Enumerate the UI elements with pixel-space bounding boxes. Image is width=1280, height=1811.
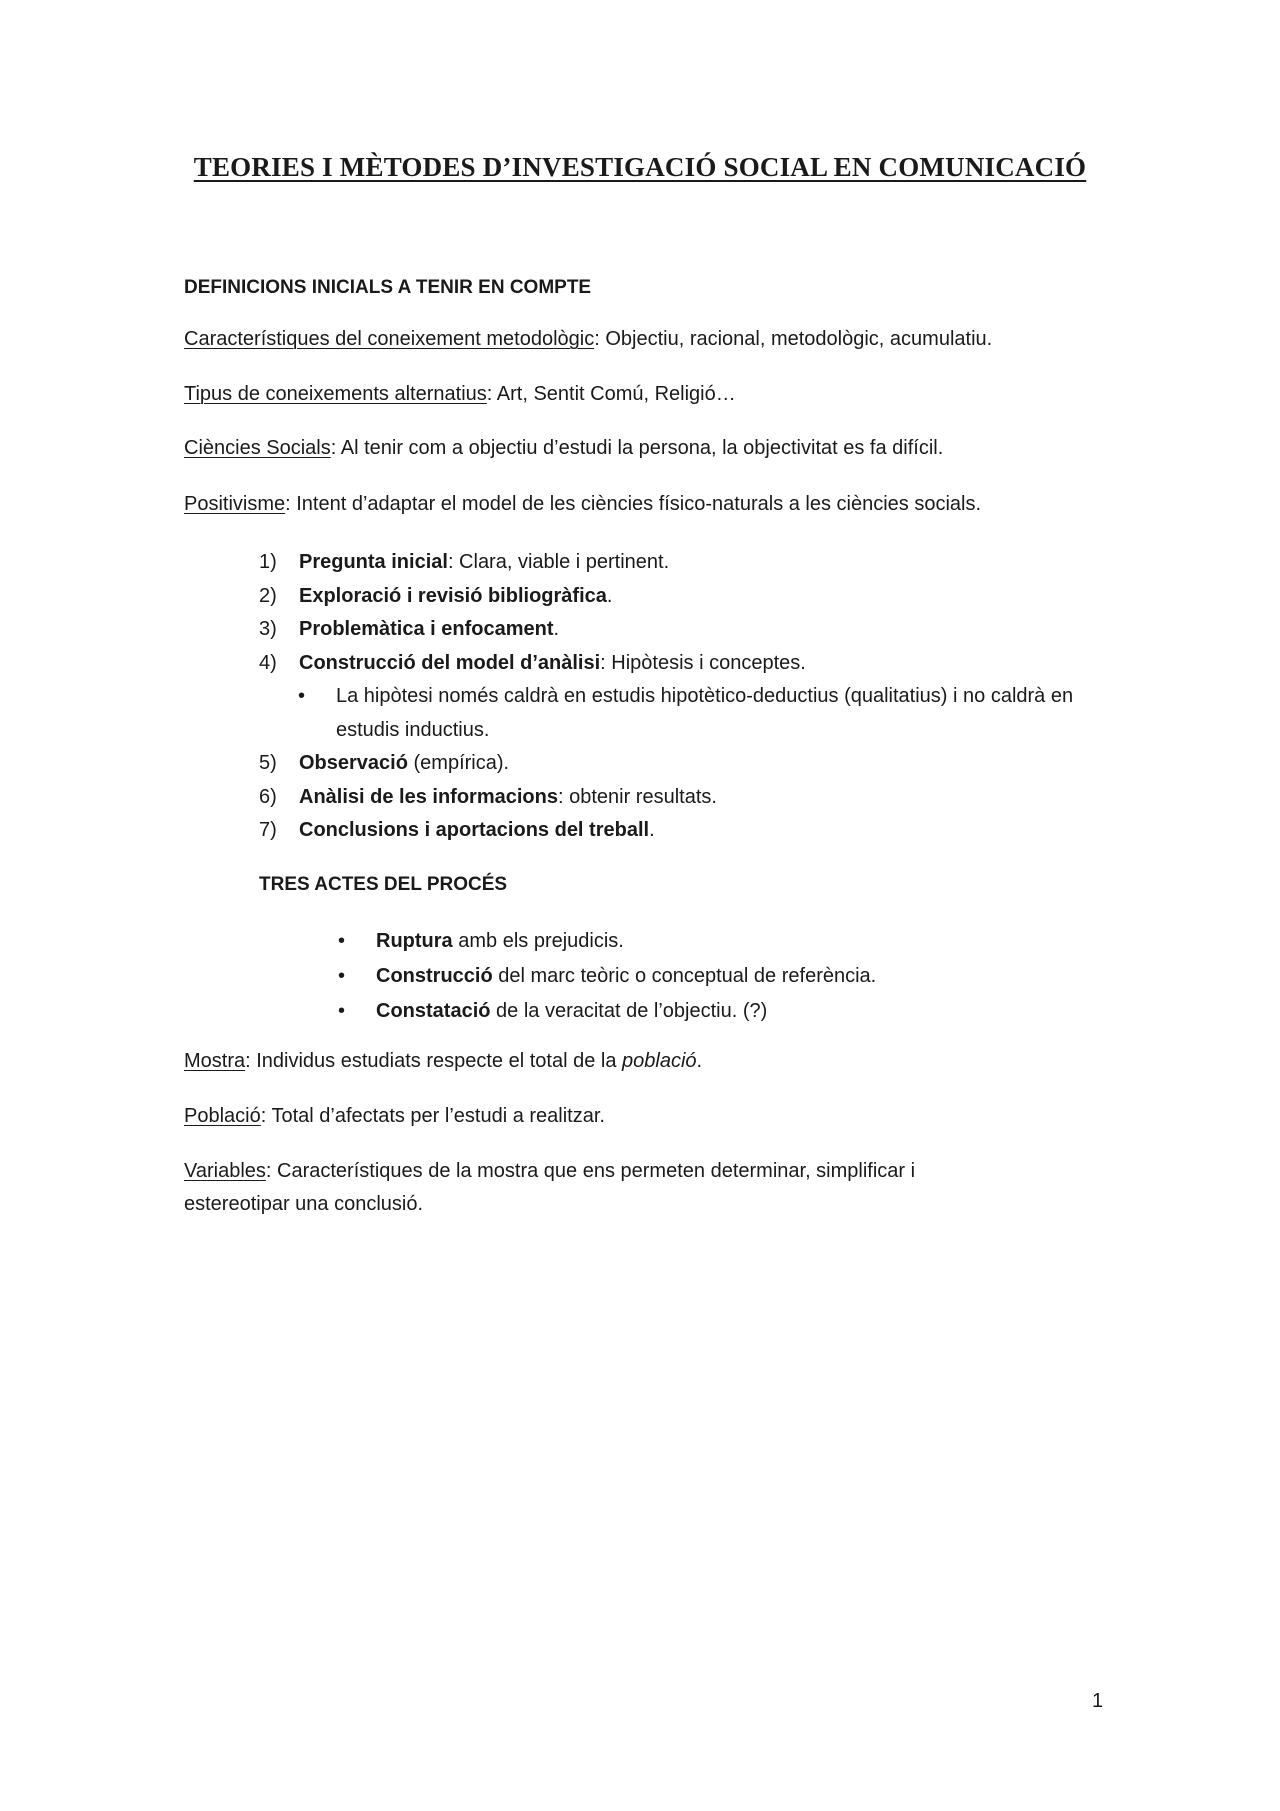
list-item: [259, 613, 1149, 647]
definition-term: Característiques del coneixement metodològic: [184, 328, 595, 350]
definition-term: Ciències Socials: [184, 437, 331, 459]
act-title: Constatació: [376, 1000, 491, 1022]
list-item: [259, 781, 1149, 815]
definition-text: : Art, Sentit Comú, Religió…: [486, 383, 736, 405]
step-number: 3): [259, 618, 277, 640]
definition-italic: població: [622, 1050, 697, 1072]
step-title: Construcció del model d’anàlisi: [299, 651, 601, 674]
step-title: Observació: [299, 752, 408, 774]
section-heading-definitions: DEFINICIONS INICIALS A TENIR EN COMPTE: [184, 277, 592, 298]
definition-population: [184, 1100, 1104, 1133]
bullet-icon: •: [338, 965, 346, 987]
step-title: Problemàtica i enfocament: [299, 618, 554, 640]
definition-term: Mostra: [184, 1050, 246, 1072]
step-text: .: [649, 819, 655, 841]
step-title: Anàlisi de les informacions: [299, 785, 558, 808]
step-text: .: [606, 584, 613, 607]
list-item: [259, 814, 1149, 848]
act-title: Ruptura: [376, 930, 453, 952]
definition-alternative-knowledge: [184, 378, 1104, 411]
act-text: del marc teòric o conceptual de referència.: [492, 965, 877, 987]
definition-sample: [184, 1045, 1104, 1078]
step-number: 6): [259, 785, 277, 808]
definition-positivism: [184, 488, 1104, 521]
list-item: [259, 647, 1149, 748]
step-text: .: [553, 618, 560, 640]
definition-characteristics: [184, 323, 1104, 356]
list-item: [259, 580, 1149, 614]
step-text: : Clara, viable i pertinent.: [447, 551, 670, 573]
step-title: Exploració i revisió bibliogràfica: [299, 584, 607, 607]
list-item: [259, 546, 1149, 580]
document-title: [0, 152, 1280, 183]
list-item: [259, 994, 1136, 1029]
step-4-sublist: [259, 680, 1149, 747]
act-text: de la veracitat de l’objectiu. (?): [490, 1000, 768, 1022]
step-text: : obtenir resultats.: [557, 785, 717, 808]
step-note: La hipòtesi només caldrà en estudis hipotètico-deductius (qualitatius) i no caldrà en estudis inductius.: [336, 685, 1074, 741]
research-steps-list: [259, 546, 1149, 848]
definition-text: : Característiques de la mostra que ens permeten determinar, simplificar i estereotipar una conclusió.: [184, 1160, 916, 1215]
definition-text: : Objectiu, racional, metodològic, acumulatiu.: [594, 328, 993, 350]
definition-text: : Total d’afectats per l’estudi a realitzar.: [260, 1105, 605, 1127]
definition-term: Tipus de coneixements alternatius: [184, 383, 487, 405]
list-item: [259, 680, 1096, 747]
list-item: [259, 959, 1136, 994]
definition-text: : Intent d’adaptar el model de les ciències físico-naturals a les ciències socials.: [285, 493, 982, 515]
definition-text: : Individus estudiats respecte el total de la: [245, 1050, 623, 1072]
definition-variables: [184, 1155, 1004, 1221]
page-number: 1: [1092, 1690, 1104, 1712]
list-item: [259, 747, 1149, 781]
step-number: 2): [259, 584, 277, 607]
step-text: : Hipòtesis i conceptes.: [600, 651, 806, 674]
bullet-icon: •: [338, 930, 346, 952]
definition-social-sciences: [184, 432, 1104, 465]
step-number: 1): [259, 551, 277, 573]
step-title: Pregunta inicial: [299, 551, 448, 573]
process-acts-list: [259, 924, 1136, 1029]
step-number: 4): [259, 651, 277, 674]
definition-term: Variables: [184, 1160, 266, 1182]
definition-term: Positivisme: [184, 493, 286, 515]
document-title-text: TEORIES I MÈTODES D’INVESTIGACIÓ SOCIAL EN COMUNICACIÓ: [193, 152, 1087, 182]
act-text: amb els prejudicis.: [452, 930, 624, 952]
step-number: 5): [259, 752, 277, 774]
definition-end: .: [696, 1050, 703, 1072]
act-title: Construcció: [376, 965, 493, 987]
step-number: 7): [259, 819, 277, 841]
step-title: Conclusions i aportacions del treball: [299, 819, 650, 841]
definition-text: : Al tenir com a objectiu d’estudi la persona, la objectivitat es fa difícil.: [330, 437, 944, 459]
bullet-icon: •: [338, 1000, 346, 1022]
list-item: [259, 924, 1136, 959]
definition-term: Població: [184, 1105, 261, 1127]
step-text: (empírica).: [407, 752, 510, 774]
bullet-icon: •: [298, 685, 306, 707]
section-heading-acts: TRES ACTES DEL PROCÉS: [259, 874, 508, 895]
